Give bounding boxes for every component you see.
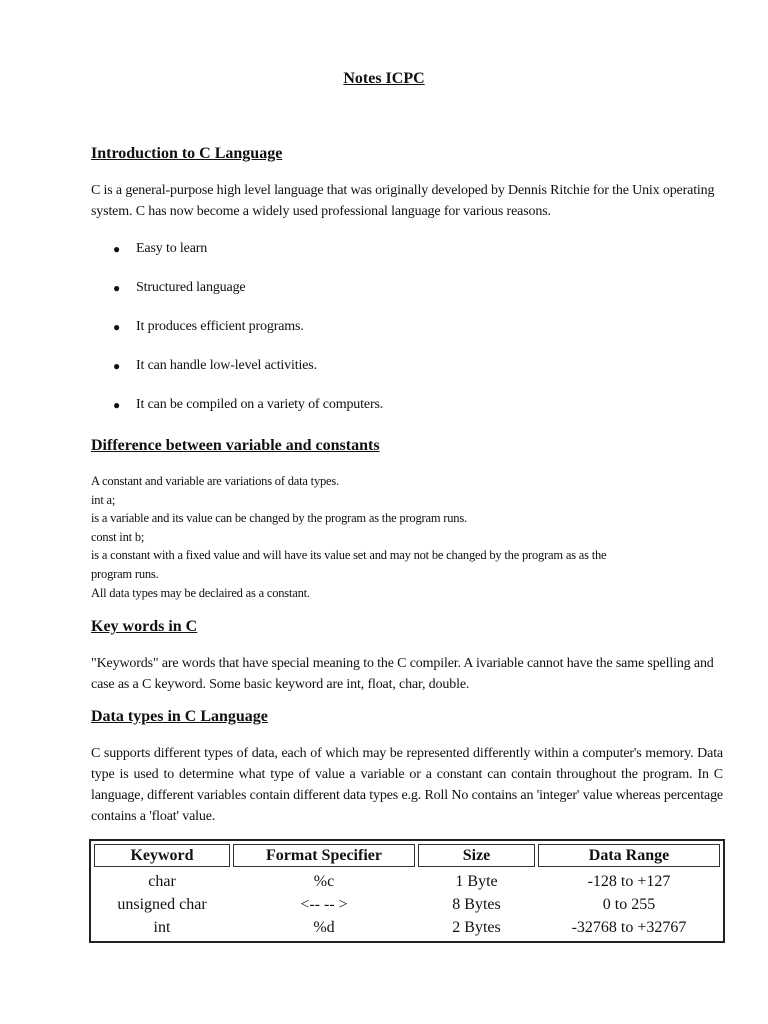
column-header-keyword: Keyword	[94, 844, 230, 867]
list-item	[91, 239, 383, 278]
datatypes-paragraph: C supports different types of data, each of which may be represented differently within a computer's memory. Data type is used to determine what type of value a variable or a constant can contain throughout the program. In C language, different variables contain different data types e.g. Roll No contains an 'integer' value whereas percentage contains a 'float' value.	[91, 746, 723, 824]
column-header-size: Size	[418, 844, 535, 867]
column-header-data-range: Data Range	[538, 844, 720, 867]
cell-size: 1 Byte	[455, 873, 498, 890]
table-row	[94, 918, 720, 938]
text-line: All data types may be declaired as a constant.	[91, 585, 310, 600]
text-line: const int b;	[91, 529, 145, 544]
text-line: A constant and variable are variations of data types.	[91, 474, 339, 488]
cell-format-specifier: <-- -- >	[300, 896, 348, 913]
cell-format-specifier: %c	[313, 873, 335, 890]
data-types-table	[89, 839, 725, 943]
bullet-icon: ●	[113, 398, 121, 412]
text-line: is a constant with a fixed value and will have its value set and may not be changed by the program as as the	[91, 548, 607, 563]
bullet-icon: ●	[113, 281, 121, 295]
bullet-text: It can be compiled on a variety of computers.	[136, 397, 384, 412]
cell-keyword: int	[153, 919, 171, 936]
table-row	[94, 870, 720, 892]
bullet-text: Easy to learn	[136, 241, 208, 256]
cell-data-range: -128 to +127	[587, 873, 671, 890]
text-line: program runs.	[91, 566, 159, 581]
cell-keyword: unsigned char	[117, 896, 207, 913]
bullet-icon: ●	[113, 359, 121, 373]
cell-format-specifier: %d	[313, 919, 335, 936]
cell-size: 2 Bytes	[452, 919, 501, 936]
bullet-text: Structured language	[136, 280, 246, 295]
list-item	[91, 317, 383, 356]
list-item	[91, 356, 383, 395]
list-item	[91, 278, 383, 317]
bullet-text: It can handle low-level activities.	[136, 358, 317, 373]
table-header-row	[94, 844, 720, 867]
heading-variables-constants: Difference between variable and constants	[91, 437, 380, 454]
heading-introduction: Introduction to C Language	[91, 145, 283, 162]
bullet-icon: ●	[113, 320, 121, 334]
text-line: int a;	[91, 492, 116, 507]
cell-data-range: 0 to 255	[602, 896, 656, 913]
keywords-paragraph: "Keywords" are words that have special meaning to the C compiler. A ivariable cannot have the same spelling and case as a C keyword. Some basic keyword are int, float, char, double.	[91, 656, 714, 692]
intro-paragraph: C is a general-purpose high level language that was originally developed by Dennis Ritchie for the Unix operating system. C has now become a widely used professional language for various reasons.	[91, 183, 715, 219]
bullet-text: It produces efficient programs.	[136, 319, 304, 334]
variables-text-block	[91, 472, 691, 602]
document-title: Notes ICPC	[343, 70, 425, 87]
cell-keyword: char	[148, 873, 176, 890]
cell-data-range: -32768 to +32767	[571, 919, 687, 936]
heading-keywords: Key words in C	[91, 618, 198, 635]
cell-size: 8 Bytes	[452, 896, 501, 913]
text-line: is a variable and its value can be changed by the program as the program runs.	[91, 511, 467, 526]
intro-bullet-list	[91, 239, 383, 434]
heading-data-types: Data types in C Language	[91, 708, 268, 725]
list-item	[91, 395, 383, 434]
column-header-format-specifier: Format Specifier	[233, 844, 415, 867]
bullet-icon: ●	[113, 242, 121, 256]
table-row	[94, 895, 720, 915]
